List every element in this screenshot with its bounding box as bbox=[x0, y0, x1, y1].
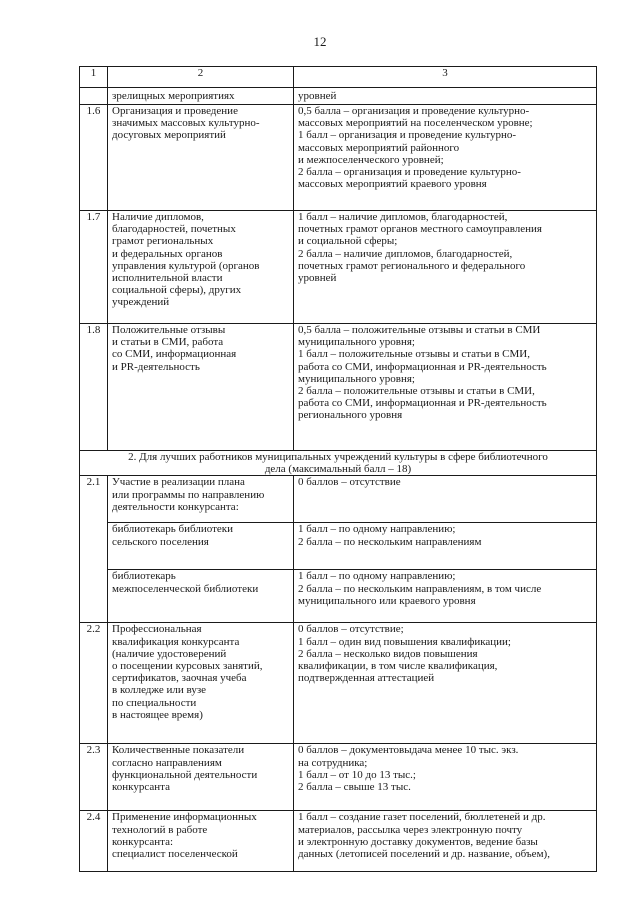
cell-text-line: 2 балла – по нескольким направлениям, в том числе bbox=[298, 582, 542, 595]
row-number-cell: 2.4 bbox=[80, 811, 108, 872]
cell-text-line: 0,5 балла – организация и проведение культурно- bbox=[298, 105, 530, 117]
cell-text-line: Положительные отзывы bbox=[112, 324, 226, 336]
table-row bbox=[80, 105, 597, 211]
cell-text-line: почетных грамот органов местного самоуправления bbox=[298, 223, 542, 236]
header-col-1: 1 bbox=[80, 67, 108, 88]
cell-text-line: муниципального уровня; bbox=[298, 372, 415, 385]
row-number-cell: 1.6 bbox=[80, 105, 108, 211]
table-row bbox=[80, 476, 597, 523]
row-number-cell: 2.2 bbox=[80, 623, 108, 744]
cell-text-line: Организация и проведение bbox=[112, 105, 238, 117]
section-header-row bbox=[80, 451, 597, 476]
scoring-cell bbox=[294, 523, 597, 570]
criterion-cell bbox=[108, 744, 294, 811]
page-number: 12 bbox=[313, 34, 327, 49]
cell-text-line: по специальности bbox=[112, 696, 197, 709]
cell-text-line: значимых массовых культурно- bbox=[112, 117, 260, 130]
cell-text-line: муниципального уровня; bbox=[298, 336, 415, 349]
table-header-row bbox=[80, 67, 597, 88]
header-col-3: 3 bbox=[294, 67, 597, 88]
criterion-cell bbox=[108, 523, 294, 570]
cell-text-line: согласно направлениям bbox=[112, 756, 222, 769]
table-row bbox=[80, 744, 597, 811]
table-row bbox=[80, 324, 597, 451]
cell-text-line: Применение информационных bbox=[112, 811, 257, 824]
cell-text-line: библиотекарь библиотеки bbox=[112, 523, 234, 536]
cell-text-line: Участие в реализации плана bbox=[112, 476, 245, 489]
section-heading-line: дела (максимальный балл – 18) bbox=[264, 463, 412, 476]
row-number-cell: 1.7 bbox=[80, 211, 108, 324]
cell-text-line: 1 балл – по одному направлению; bbox=[298, 523, 456, 536]
criterion-cell bbox=[108, 105, 294, 211]
cell-text-line: 2 балла – положительные отзывы и статьи в СМИ, bbox=[298, 385, 535, 398]
cell-text-line: массовых мероприятий краевого уровня bbox=[298, 178, 487, 191]
scoring-cell bbox=[294, 211, 597, 324]
cell-text-line: социальной сферы), других bbox=[112, 284, 242, 297]
cell-text-line: сельского поселения bbox=[112, 535, 209, 548]
cell-text-line: 2 балла – свыше 13 тыс. bbox=[298, 781, 411, 794]
cell-text-line: 1 балл – организация и проведение культурно- bbox=[298, 129, 517, 142]
cell-text-line: 0,5 балла – положительные отзывы и статьи в СМИ bbox=[298, 324, 541, 336]
cell-text-line: 1 балл – один вид повышения квалификации; bbox=[298, 635, 511, 648]
cell-text-line: о посещении курсовых занятий, bbox=[112, 660, 263, 673]
row-number-cell: 1.8 bbox=[80, 324, 108, 451]
cell-text-line: и федеральных органов bbox=[112, 247, 223, 260]
cell-text-line: деятельности конкурсанта: bbox=[112, 500, 239, 513]
cell-text-line: конкурсанта bbox=[112, 781, 170, 794]
scoring-cell bbox=[294, 88, 597, 105]
cell-text-line: грамот региональных bbox=[112, 235, 214, 248]
cell-text-line: и статьи в СМИ, работа bbox=[112, 336, 224, 349]
cell-text-line: муниципального или краевого уровня bbox=[298, 594, 476, 607]
cell-text-line: (наличие удостоверений bbox=[112, 647, 227, 660]
cell-text-line: и PR-деятельность bbox=[112, 360, 200, 373]
cell-text-line: зрелищных мероприятиях bbox=[112, 90, 235, 102]
cell-text-line: уровней bbox=[298, 272, 337, 285]
cell-text-line: в настоящее время) bbox=[112, 708, 203, 721]
cell-text-line: подтвержденная аттестацией bbox=[298, 672, 435, 685]
cell-text-line: библиотекарь bbox=[112, 570, 176, 583]
cell-text-line: 1 балл – от 10 до 13 тыс.; bbox=[298, 768, 416, 781]
cell-text-line: 2 балла – по нескольким направлениям bbox=[298, 535, 482, 548]
scoring-cell bbox=[294, 476, 597, 523]
section-heading-line: 2. Для лучших работников муниципальных учреждений культуры в сфере библиотечного bbox=[128, 451, 548, 463]
cell-text-line: 0 баллов – документовыдача менее 10 тыс. экз. bbox=[298, 744, 519, 757]
table-row bbox=[80, 623, 597, 744]
cell-text-line: в колледже или вузе bbox=[112, 684, 207, 697]
table-row bbox=[80, 811, 597, 872]
cell-text-line: уровней bbox=[298, 90, 337, 102]
cell-text-line: исполнительной власти bbox=[112, 272, 223, 285]
criterion-cell bbox=[108, 476, 294, 523]
scoring-cell bbox=[294, 105, 597, 211]
cell-text-line: 1 балл – создание газет поселений, бюллетеней и др. bbox=[298, 811, 546, 824]
cell-text-line: квалификация конкурсанта bbox=[112, 635, 240, 648]
criterion-cell bbox=[108, 570, 294, 623]
cell-text-line: массовых мероприятий на поселенческом уровне; bbox=[298, 117, 533, 130]
cell-text-line: 2 балла – наличие дипломов, благодарностей, bbox=[298, 247, 513, 260]
cell-text-line: 2 балла – организация и проведение культурно- bbox=[298, 166, 521, 179]
scoring-cell bbox=[294, 811, 597, 872]
cell-text-line: работа со СМИ, информационная и PR-деятельность bbox=[298, 397, 547, 410]
cell-text-line: межпоселенческой библиотеки bbox=[112, 582, 259, 595]
cell-text-line: и электронную доставку документов, ведение базы bbox=[298, 835, 538, 848]
cell-text-line: 2 балла – несколько видов повышения bbox=[298, 647, 478, 660]
cell-text-line: досуговых мероприятий bbox=[112, 129, 226, 142]
criteria-table bbox=[79, 66, 597, 872]
cell-text-line: материалов, рассылка через электронную почту bbox=[298, 823, 523, 836]
table-subrow bbox=[80, 570, 597, 623]
cell-text-line: конкурсанта: bbox=[112, 835, 174, 848]
cell-text-line: регионального уровня bbox=[298, 409, 403, 422]
cell-text-line: 0 баллов – отсутствие; bbox=[298, 623, 404, 636]
row-number-cell: 2.1 bbox=[80, 476, 108, 623]
cell-text-line: работа со СМИ, информационная и PR-деятельность bbox=[298, 360, 547, 373]
scoring-cell bbox=[294, 570, 597, 623]
row-number-cell bbox=[80, 88, 108, 105]
cell-text-line: или программы по направлению bbox=[112, 488, 265, 501]
cell-text-line: квалификации, в том числе квалификация, bbox=[298, 660, 498, 673]
cell-text-line: благодарностей, почетных bbox=[112, 223, 236, 236]
table-subrow bbox=[80, 523, 597, 570]
criterion-cell bbox=[108, 211, 294, 324]
scoring-cell bbox=[294, 324, 597, 451]
cell-text-line: почетных грамот регионального и федерального bbox=[298, 259, 526, 272]
cell-text-line: управления культурой (органов bbox=[112, 259, 260, 272]
cell-text-line: Профессиональная bbox=[112, 623, 202, 636]
cell-text-line: со СМИ, информационная bbox=[112, 348, 237, 361]
scoring-cell bbox=[294, 744, 597, 811]
cell-text-line: 1 балл – наличие дипломов, благодарностей, bbox=[298, 211, 508, 223]
cell-text-line: сертификатов, заочная учеба bbox=[112, 672, 247, 685]
section-heading bbox=[80, 451, 597, 476]
cell-text-line: 1 балл – по одному направлению; bbox=[298, 570, 456, 583]
cell-text-line: и межпоселенческого уровней; bbox=[298, 153, 444, 166]
criterion-cell bbox=[108, 811, 294, 872]
cell-text-line: технологий в работе bbox=[112, 823, 208, 836]
cell-text-line: специалист поселенческой bbox=[112, 848, 238, 861]
cell-text-line: Количественные показатели bbox=[112, 744, 245, 757]
cell-text-line: Наличие дипломов, bbox=[112, 211, 204, 223]
row-number-cell: 2.3 bbox=[80, 744, 108, 811]
table-row-continuation bbox=[80, 88, 597, 105]
criterion-cell bbox=[108, 623, 294, 744]
cell-text-line: 0 баллов – отсутствие bbox=[298, 476, 401, 489]
cell-text-line: 1 балл – положительные отзывы и статьи в СМИ, bbox=[298, 348, 530, 361]
cell-text-line: учреждений bbox=[112, 296, 170, 309]
criterion-cell bbox=[108, 88, 294, 105]
criterion-cell bbox=[108, 324, 294, 451]
cell-text-line: и социальной сферы; bbox=[298, 235, 398, 248]
header-col-2: 2 bbox=[108, 67, 294, 88]
table-row bbox=[80, 211, 597, 324]
scoring-cell bbox=[294, 623, 597, 744]
cell-text-line: на сотрудника; bbox=[298, 756, 368, 769]
cell-text-line: функциональной деятельности bbox=[112, 768, 258, 781]
cell-text-line: массовых мероприятий районного bbox=[298, 141, 460, 154]
cell-text-line: данных (летописей поселений и др. название, объем), bbox=[298, 848, 550, 861]
